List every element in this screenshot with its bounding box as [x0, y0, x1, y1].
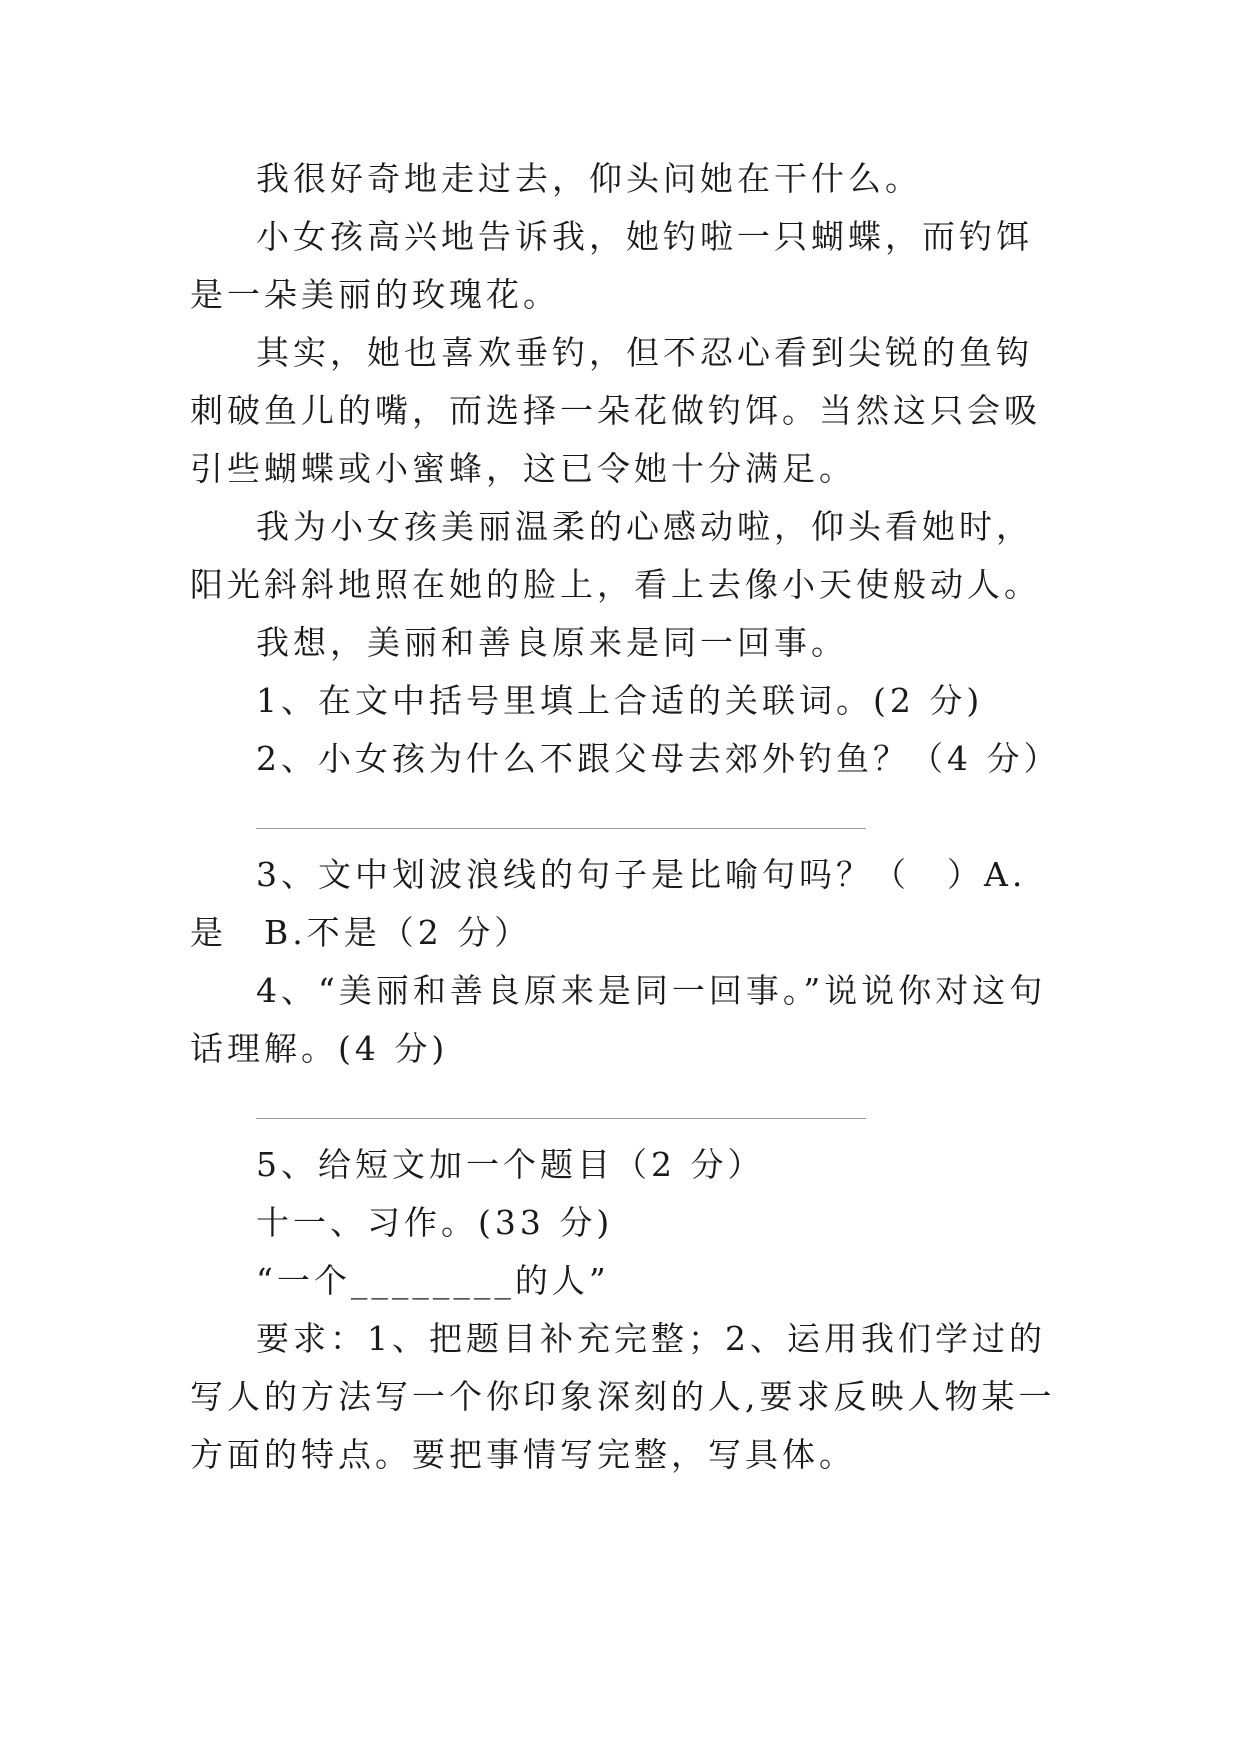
- question-5: 5、给短文加一个题目（2 分）: [256, 1145, 765, 1184]
- answer-line-question-4: [190, 1078, 1060, 1136]
- essay-requirements: 要求：1、把题目补充完整；2、运用我们学过的写人的方法写一个你印象深刻的人,要求反映人物某一方面的特点。要把事情写完整，写具体。: [190, 1319, 1056, 1474]
- story-paragraph-2: 小女孩高兴地告诉我，她钓啦一只蝴蝶，而钓饵是一朵美丽的玫瑰花。: [190, 217, 1033, 314]
- answer-rule: [256, 828, 866, 829]
- story-paragraph-1: 我很好奇地走过去，仰头问她在干什么。: [256, 159, 922, 198]
- answer-rule: [256, 1118, 866, 1119]
- story-paragraph-4: 我为小女孩美丽温柔的心感动啦，仰头看她时，阳光斜斜地照在她的脸上，看上去像小天使般动人。: [190, 507, 1041, 604]
- question-2: 2、小女孩为什么不跟父母去郊外钓鱼？（4 分）: [256, 739, 1061, 778]
- story-paragraph-5: 我想，美丽和善良原来是同一回事。: [256, 623, 848, 662]
- answer-line-question-2: [190, 788, 1060, 846]
- question-3: 3、文中划波浪线的句子是比喻句吗？（ ）A.是 B.不是（2 分）: [190, 855, 1027, 952]
- section-title: 十一、习作。(33 分): [256, 1203, 614, 1242]
- story-paragraph-3: 其实，她也喜欢垂钓，但不忍心看到尖锐的鱼钩刺破鱼儿的嘴，而选择一朵花做钓饵。当然这只会吸引些蝴蝶或小蜜蜂，这已令她十分满足。: [190, 333, 1041, 488]
- document-body: [190, 150, 1060, 1484]
- essay-topic: “一个________的人”: [256, 1261, 610, 1300]
- question-4: 4、“美丽和善良原来是同一回事。”说说你对这句话理解。(4 分): [190, 971, 1047, 1068]
- question-1: 1、在文中括号里填上合适的关联词。(2 分): [256, 681, 984, 720]
